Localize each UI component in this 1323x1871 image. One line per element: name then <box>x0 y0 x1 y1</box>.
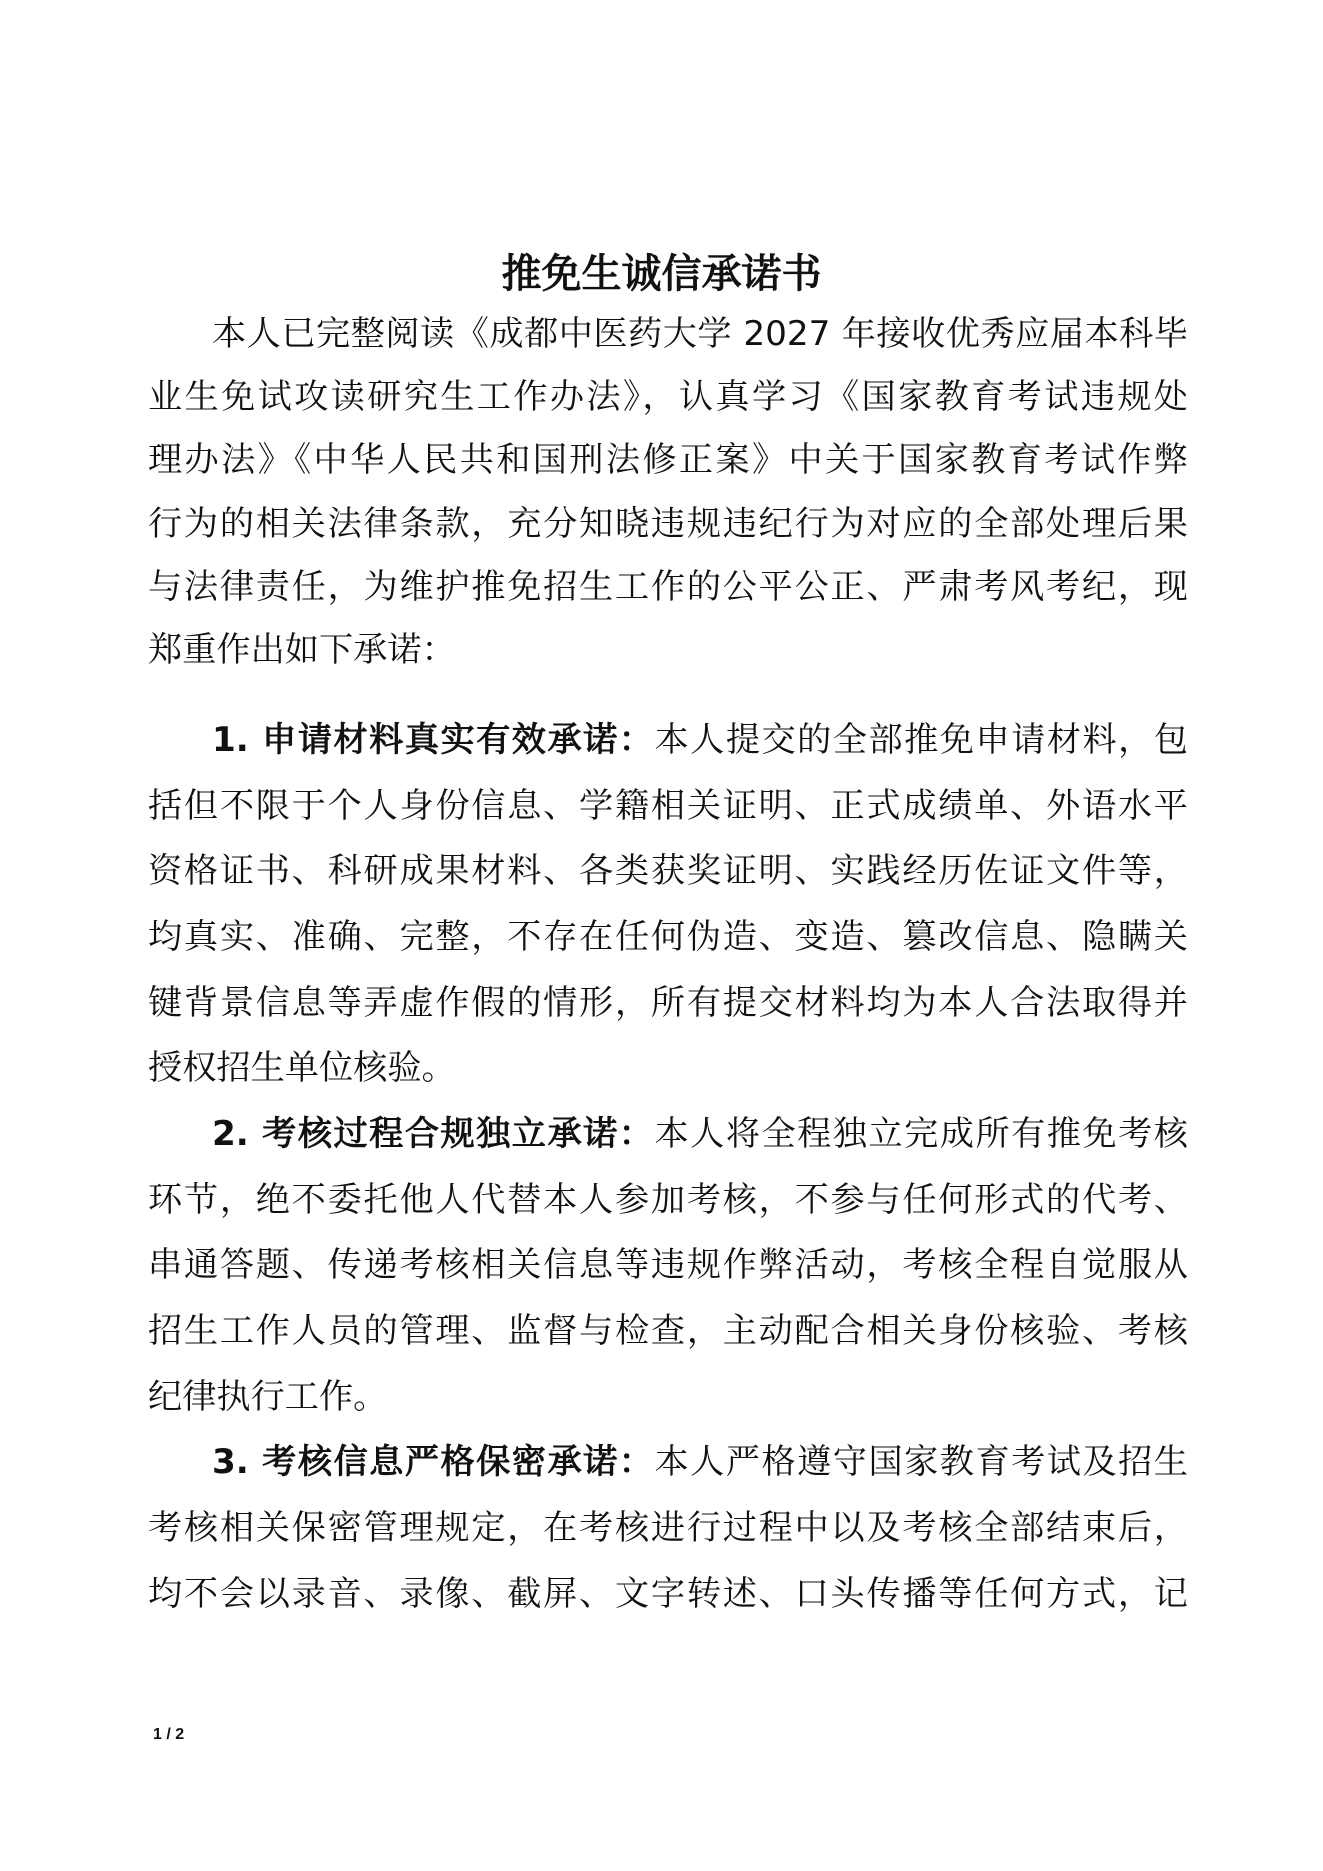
page-number: 1 / 2 <box>153 1726 185 1743</box>
item1-heading: 1. 申请材料真实有效承诺： <box>212 720 655 760</box>
item3-first-line <box>212 1440 1188 1484</box>
item2-heading: 2. 考核过程合规独立承诺： <box>212 1114 655 1154</box>
item1-first-line <box>212 718 1188 762</box>
item3-heading: 3. 考核信息严格保密承诺： <box>212 1442 655 1482</box>
intro-line: 郑重作出如下承诺： <box>148 630 456 670</box>
item3-first-text: 本人严格遵守国家教育考试及招生 <box>654 1442 1188 1482</box>
item2-first-text: 本人将全程独立完成所有推免考核 <box>654 1114 1188 1154</box>
intro-line: 业生免试攻读研究生工作办法》，认真学习《国家教育考试违规处 <box>148 377 1188 417</box>
intro-line: 行为的相关法律条款，充分知晓违规违纪行为对应的全部处理后果 <box>148 504 1188 544</box>
item2-line: 招生工作人员的管理、监督与检查，主动配合相关身份核验、考核 <box>148 1311 1188 1351</box>
item3-line: 均不会以录音、录像、截屏、文字转述、口头传播等任何方式，记 <box>148 1574 1188 1614</box>
item1-line: 均真实、准确、完整，不存在任何伪造、变造、篡改信息、隐瞒关 <box>148 917 1188 957</box>
item2-line: 纪律执行工作。 <box>148 1377 388 1417</box>
intro-line: 理办法》《中华人民共和国刑法修正案》中关于国家教育考试作弊 <box>148 440 1188 480</box>
item1-line: 资格证书、科研成果材料、各类获奖证明、实践经历佐证文件等， <box>148 851 1188 891</box>
item3-line: 考核相关保密管理规定，在考核进行过程中以及考核全部结束后， <box>148 1508 1188 1548</box>
intro-line: 本人已完整阅读《成都中医药大学 2027 年接收优秀应届本科毕 <box>212 314 1188 354</box>
item2-line: 串通答题、传递考核相关信息等违规作弊活动，考核全程自觉服从 <box>148 1245 1188 1285</box>
item2-first-line <box>212 1112 1188 1156</box>
item2-line: 环节，绝不委托他人代替本人参加考核，不参与任何形式的代考、 <box>148 1180 1188 1220</box>
item1-line: 授权招生单位核验。 <box>148 1048 456 1088</box>
intro-line: 与法律责任，为维护推免招生工作的公平公正、严肃考风考纪，现 <box>148 567 1188 607</box>
item1-line: 括但不限于个人身份信息、学籍相关证明、正式成绩单、外语水平 <box>148 786 1188 826</box>
document-title: 推免生诚信承诺书 <box>501 250 822 297</box>
item1-first-text: 本人提交的全部推免申请材料，包 <box>654 720 1188 760</box>
item1-line: 键背景信息等弄虚作假的情形，所有提交材料均为本人合法取得并 <box>148 983 1188 1023</box>
